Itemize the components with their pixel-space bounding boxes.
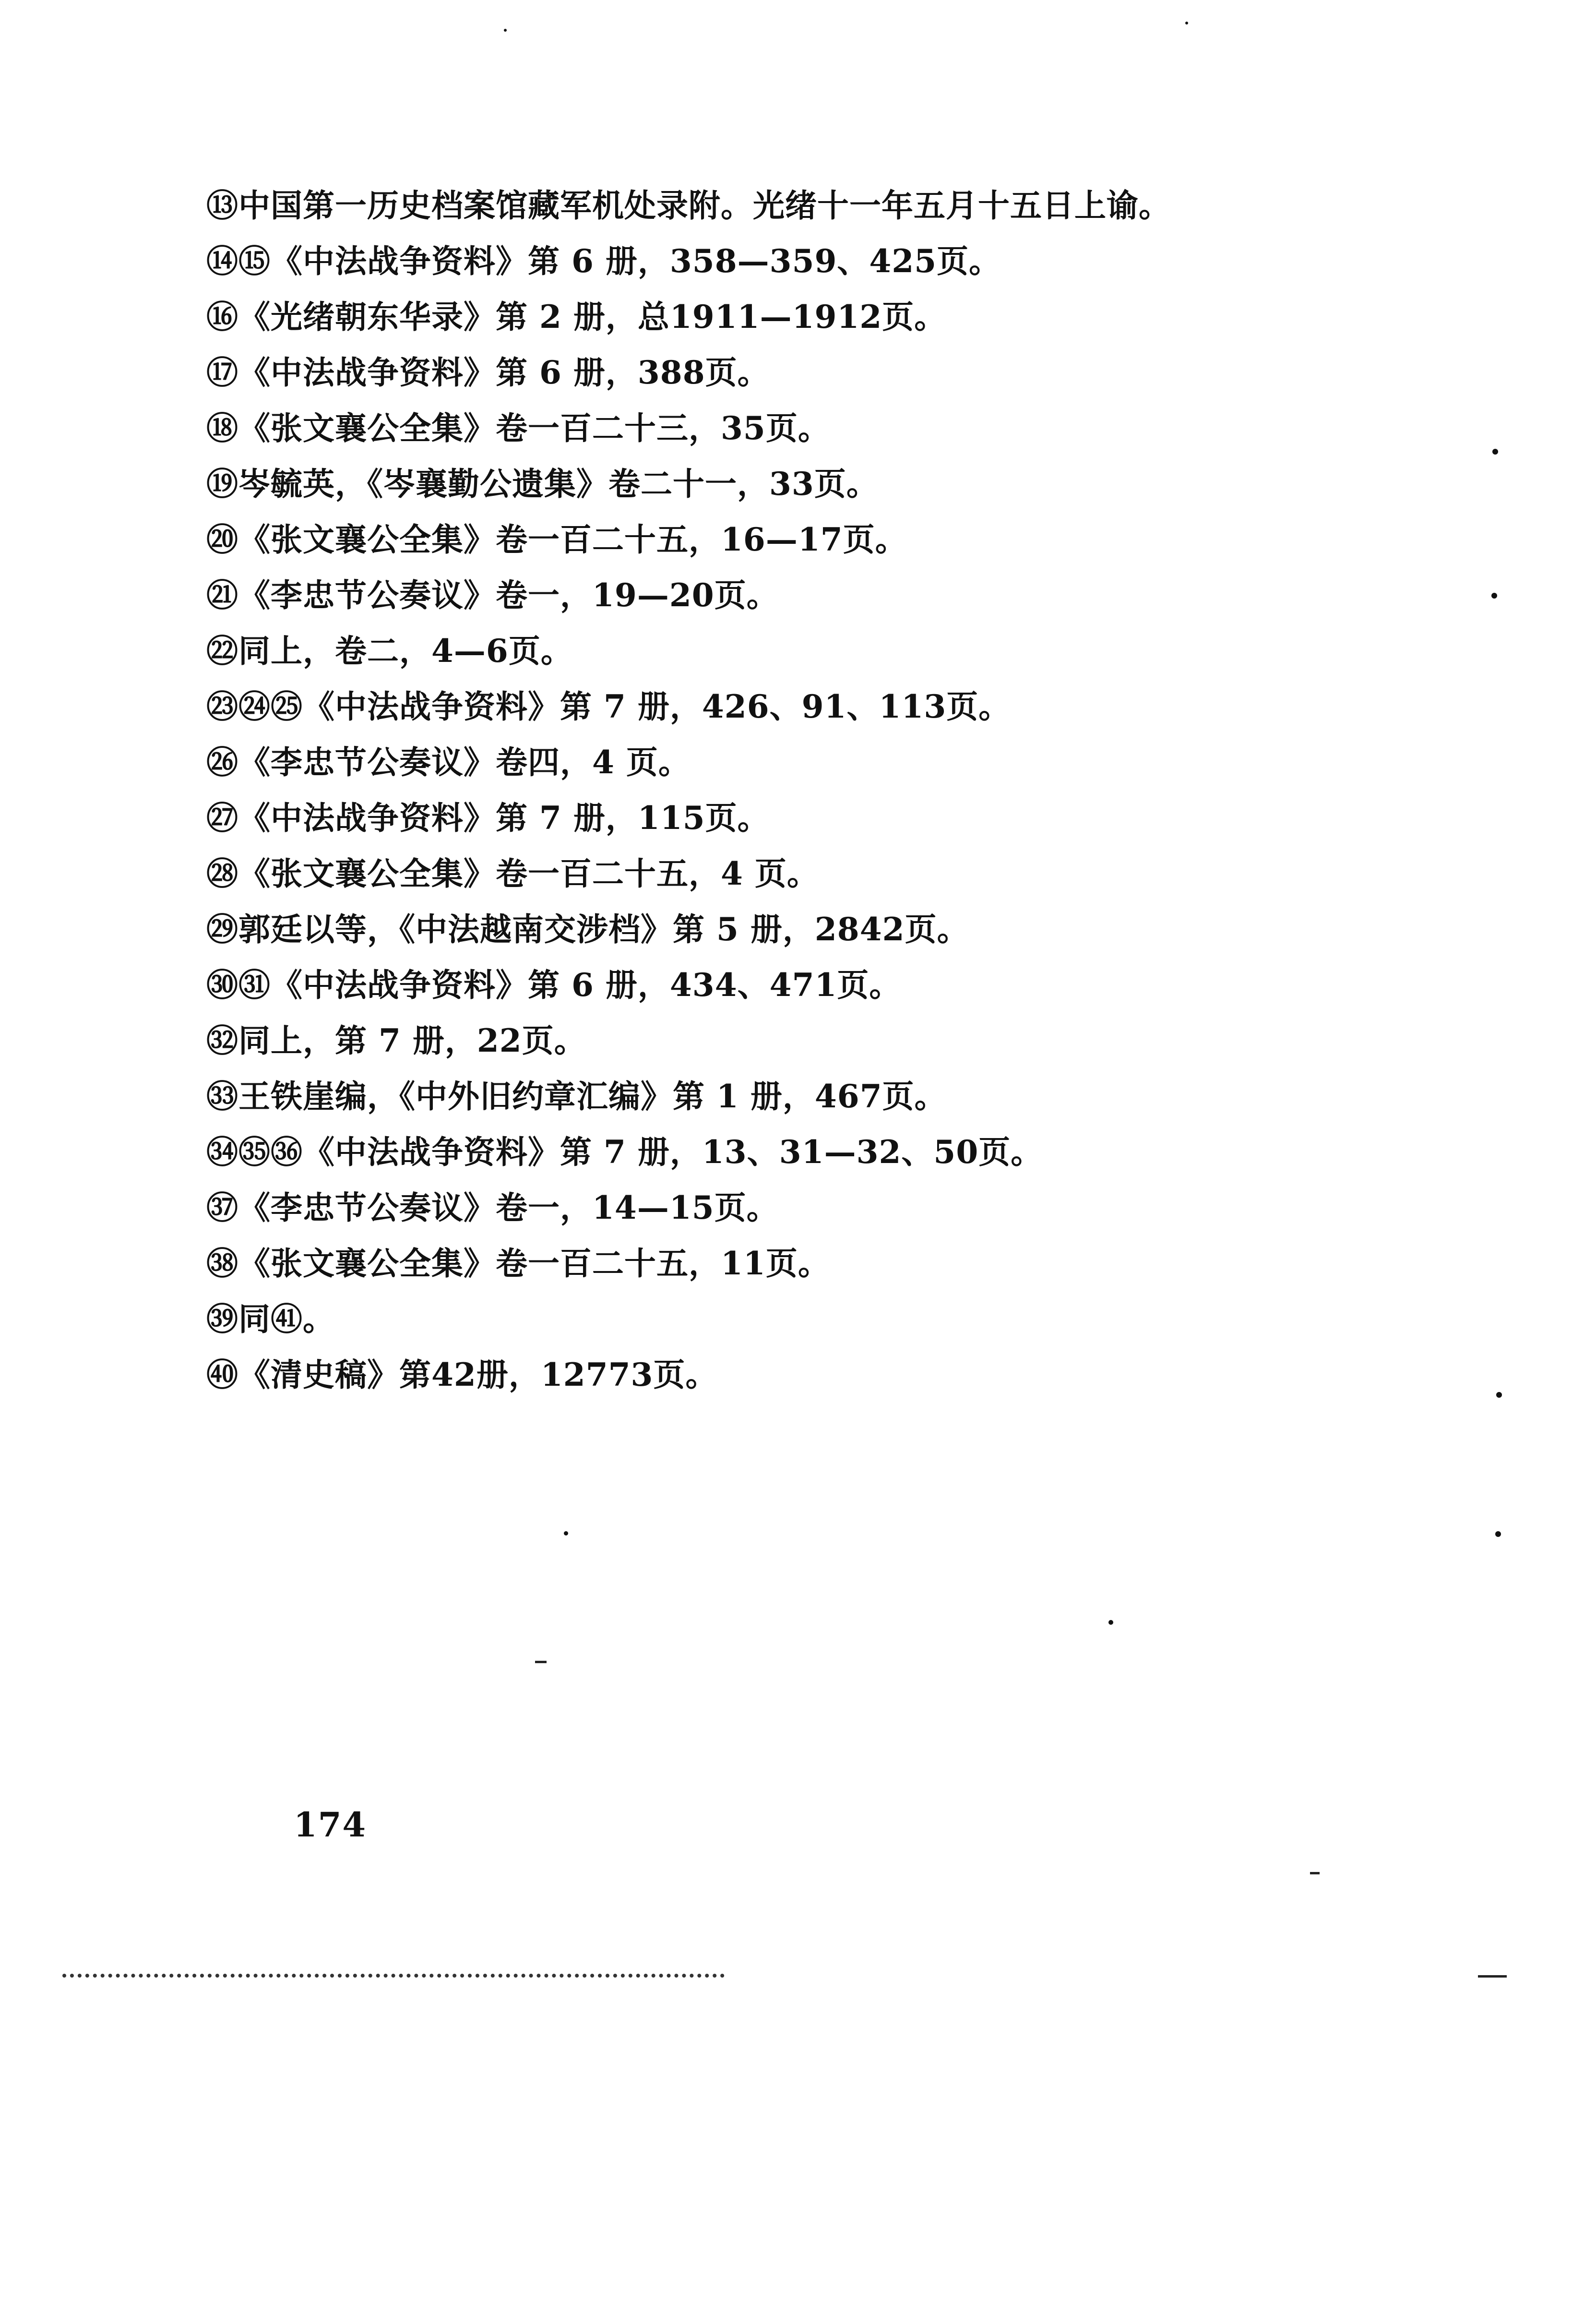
endnote-27: ㉗《中法战争资料》第 7 册，115页。 (206, 799, 770, 837)
endnote-17: ⑰《中法战争资料》第 6 册，388页。 (206, 354, 770, 391)
endnote-40: ㊵《清史稿》第42册，12773页。 (206, 1356, 718, 1393)
scan-speck (504, 29, 507, 32)
endnote-32: ㉜同上，第 7 册，22页。 (206, 1022, 586, 1059)
endnote-38: ㊳《张文襄公全集》卷一百二十五，11页。 (206, 1245, 830, 1282)
endnote-20: ⑳《张文襄公全集》卷一百二十五，16—17页。 (206, 521, 907, 558)
scan-dash (1310, 1872, 1320, 1874)
scan-speck (1491, 593, 1497, 599)
endnotes-list (206, 178, 1348, 1403)
scan-speck (1492, 449, 1498, 455)
endnote-14-15: ⑭⑮《中法战争资料》第 6 册，358—359、425页。 (206, 242, 1001, 280)
endnote-19: ⑲岑毓英，《岑襄勤公遗集》卷二十一，33页。 (206, 465, 879, 503)
scan-dash (1478, 1975, 1507, 1978)
endnote-21: ㉑《李忠节公奏议》卷一，19—20页。 (206, 576, 779, 614)
scan-speck (1108, 1620, 1113, 1625)
endnote-34-36: ㉞㉟㊱《中法战争资料》第 7 册，13、31—32、50页。 (206, 1133, 1043, 1171)
endnote-29: ㉙郭廷以等，《中法越南交涉档》第 5 册，2842页。 (206, 911, 969, 948)
scan-dash (535, 1661, 547, 1663)
scan-speck (1496, 1392, 1502, 1398)
scan-speck (1185, 22, 1188, 24)
scan-speck (564, 1531, 568, 1535)
endnote-18: ⑱《张文襄公全集》卷一百二十三，35页。 (206, 409, 830, 447)
endnote-33: ㉝王铁崖编，《中外旧约章汇编》第 1 册，467页。 (206, 1078, 947, 1115)
scan-speck (1495, 1531, 1501, 1537)
endnote-16: ⑯《光绪朝东华录》第 2 册，总1911—1912页。 (206, 298, 947, 336)
endnote-39: ㊴同㊶。 (206, 1300, 335, 1338)
endnote-26: ㉖《李忠节公奏议》卷四，4 页。 (206, 744, 691, 781)
endnote-13: ⑬中国第一历史档案馆藏军机处录附。光绪十一年五月十五日上谕。 (206, 187, 1171, 224)
scan-noise-line (62, 1974, 725, 1978)
endnote-28: ㉘《张文襄公全集》卷一百二十五，4 页。 (206, 855, 819, 892)
endnote-37: ㊲《李忠节公奏议》卷一，14—15页。 (206, 1189, 779, 1226)
page-number: 174 (294, 1805, 367, 1845)
endnote-22: ㉒同上，卷二，4—6页。 (206, 632, 573, 670)
endnote-23-25: ㉓㉔㉕《中法战争资料》第 7 册，426、91、113页。 (206, 688, 1011, 725)
endnote-30-31: ㉚㉛《中法战争资料》第 6 册，434、471页。 (206, 966, 902, 1004)
